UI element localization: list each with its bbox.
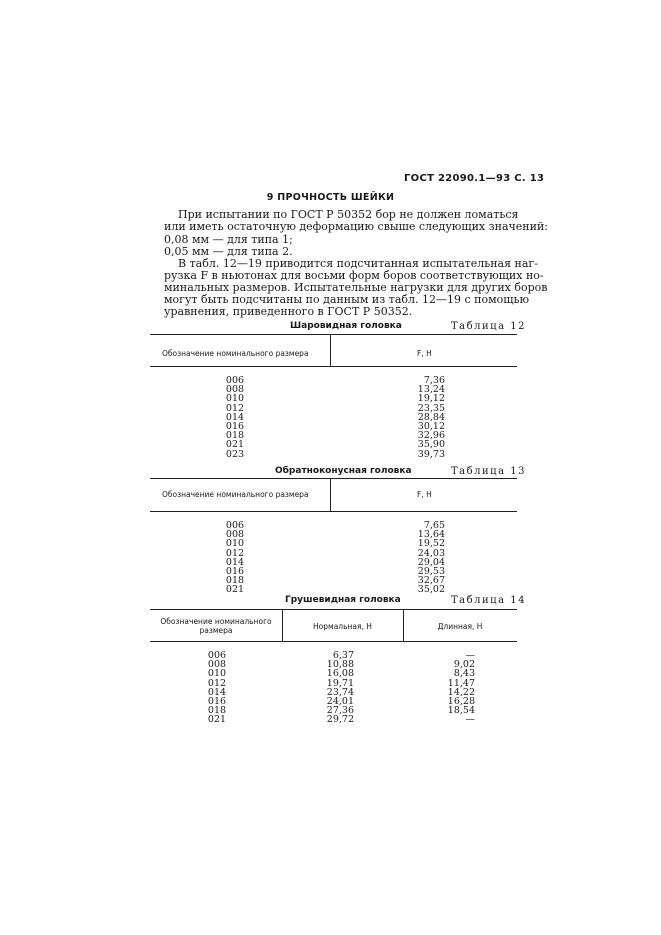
size-cell: 016 — [225, 421, 245, 432]
table-14-header-long: Длинная, Н — [437, 622, 483, 631]
force-cell: 35,90 — [417, 439, 445, 451]
paragraph-2-line: могут быть подсчитаны по данным из табл. 12—19 с помощью — [164, 293, 530, 306]
long-force-cell: 11,47 — [447, 677, 475, 689]
force-cell: 7,36 — [423, 375, 445, 386]
size-cell: 012 — [225, 547, 245, 559]
table-12-column-divider — [330, 334, 331, 366]
size-cell: 016 — [207, 696, 227, 707]
table-14-header-rule — [150, 641, 517, 642]
paragraph-1-line: или иметь остаточную деформацию свыше следующих значений: — [164, 220, 549, 233]
normal-force-cell: 19,71 — [326, 677, 354, 689]
paragraph-2-line: минальных размеров. Испытательные нагрузки для других боров — [164, 281, 548, 294]
table-13-top-rule — [150, 478, 517, 479]
size-cell: 021 — [207, 714, 227, 726]
force-cell: 7,65 — [423, 520, 445, 531]
table-14-header-size-line: размера — [199, 626, 233, 635]
force-cell: 30,12 — [417, 421, 445, 432]
size-cell: 010 — [225, 393, 245, 405]
paragraph-1-line: При испытании по ГОСТ Р 50352 бор не должен ломаться — [178, 208, 519, 221]
force-cell: 23,35 — [417, 402, 445, 414]
normal-force-cell: 23,74 — [326, 686, 354, 698]
table-14-top-rule — [150, 609, 517, 610]
force-cell: 13,24 — [417, 384, 445, 396]
table-14-header-normal: Нормальная, Н — [313, 622, 372, 631]
force-cell: 19,12 — [417, 393, 445, 405]
long-force-cell: — — [465, 714, 475, 726]
table-13-header-force: F, Н — [417, 490, 432, 499]
force-cell: 24,03 — [417, 547, 445, 559]
table-12-header-size: Обозначение номинального размера — [162, 349, 309, 358]
size-cell: 008 — [225, 529, 245, 541]
size-cell: 018 — [225, 430, 245, 442]
table-13-column-divider — [330, 478, 331, 511]
size-cell: 014 — [225, 411, 245, 423]
size-cell: 014 — [225, 556, 245, 568]
long-force-cell: 9,02 — [453, 659, 475, 671]
force-cell: 39,73 — [417, 448, 445, 460]
size-cell: 006 — [225, 375, 245, 386]
table-13-caption: Обратноконусная головка — [275, 466, 412, 476]
table-12-number: Таблица 12 — [451, 321, 526, 332]
paragraph-2 — [164, 257, 548, 318]
table-12-caption: Шаровидная головка — [290, 321, 402, 331]
paragraph-2-line: уравнения, приведенного в ГОСТ Р 50352. — [164, 305, 413, 318]
table-14-caption: Грушевидная головка — [285, 595, 401, 605]
force-cell: 13,64 — [417, 529, 445, 541]
force-cell: 32,67 — [417, 575, 445, 587]
list-item: 0,05 мм — для типа 2. — [164, 245, 293, 258]
table-13-number: Таблица 13 — [451, 466, 526, 477]
normal-force-cell: 16,08 — [326, 668, 354, 680]
table-12-header-rule — [150, 366, 517, 367]
long-force-cell: 8,43 — [453, 668, 475, 680]
size-cell: 008 — [207, 659, 227, 671]
paragraph-2-line: В табл. 12—19 приводится подсчитанная испытательная наг- — [178, 257, 538, 270]
size-cell: 018 — [225, 575, 245, 587]
size-cell: 014 — [207, 686, 227, 698]
force-cell: 28,84 — [417, 411, 445, 423]
force-cell: 29,53 — [417, 566, 445, 577]
size-cell: 012 — [207, 677, 227, 689]
page-header-code: ГОСТ 22090.1—93 С. 13 — [404, 173, 545, 184]
normal-force-cell: 29,72 — [326, 714, 354, 726]
normal-force-cell: 10,88 — [326, 659, 354, 671]
table-13-header-size: Обозначение номинального размера — [162, 490, 309, 499]
long-force-cell: 16,28 — [447, 696, 475, 707]
table-12-top-rule — [150, 334, 517, 335]
size-cell: 023 — [225, 448, 245, 460]
table-14-header-size-line: Обозначение номинального — [160, 617, 272, 626]
normal-force-cell: 24,01 — [326, 696, 354, 707]
table-13-header-rule — [150, 511, 517, 512]
table-14-number: Таблица 14 — [451, 595, 526, 606]
size-cell: 021 — [225, 584, 245, 596]
long-force-cell: 14,22 — [447, 686, 475, 698]
size-cell: 010 — [225, 538, 245, 550]
normal-force-cell: 27,36 — [326, 705, 354, 717]
paragraph-1 — [164, 208, 549, 233]
long-force-cell: 18,54 — [447, 705, 475, 717]
paragraph-2-line: рузка F в ньютонах для восьми форм боров соответствующих но- — [164, 269, 544, 282]
normal-force-cell: 6,37 — [332, 650, 354, 661]
force-cell: 19,52 — [417, 538, 445, 550]
list-item: 0,08 мм — для типа 1; — [164, 233, 293, 246]
force-cell: 35,02 — [417, 584, 445, 596]
force-cell: 29,04 — [417, 556, 445, 568]
size-cell: 006 — [225, 520, 245, 531]
section-title: 9 ПРОЧНОСТЬ ШЕЙКИ — [266, 192, 395, 203]
table-14-header-size — [150, 617, 282, 635]
size-cell: 018 — [207, 705, 227, 717]
long-force-cell: — — [465, 650, 475, 661]
size-cell: 006 — [207, 650, 227, 661]
size-cell: 010 — [207, 668, 227, 680]
force-cell: 32,96 — [417, 430, 445, 442]
size-cell: 012 — [225, 402, 245, 414]
size-cell: 016 — [225, 566, 245, 577]
table-12-header-force: F, Н — [417, 349, 432, 358]
size-cell: 021 — [225, 439, 245, 451]
size-cell: 008 — [225, 384, 245, 396]
